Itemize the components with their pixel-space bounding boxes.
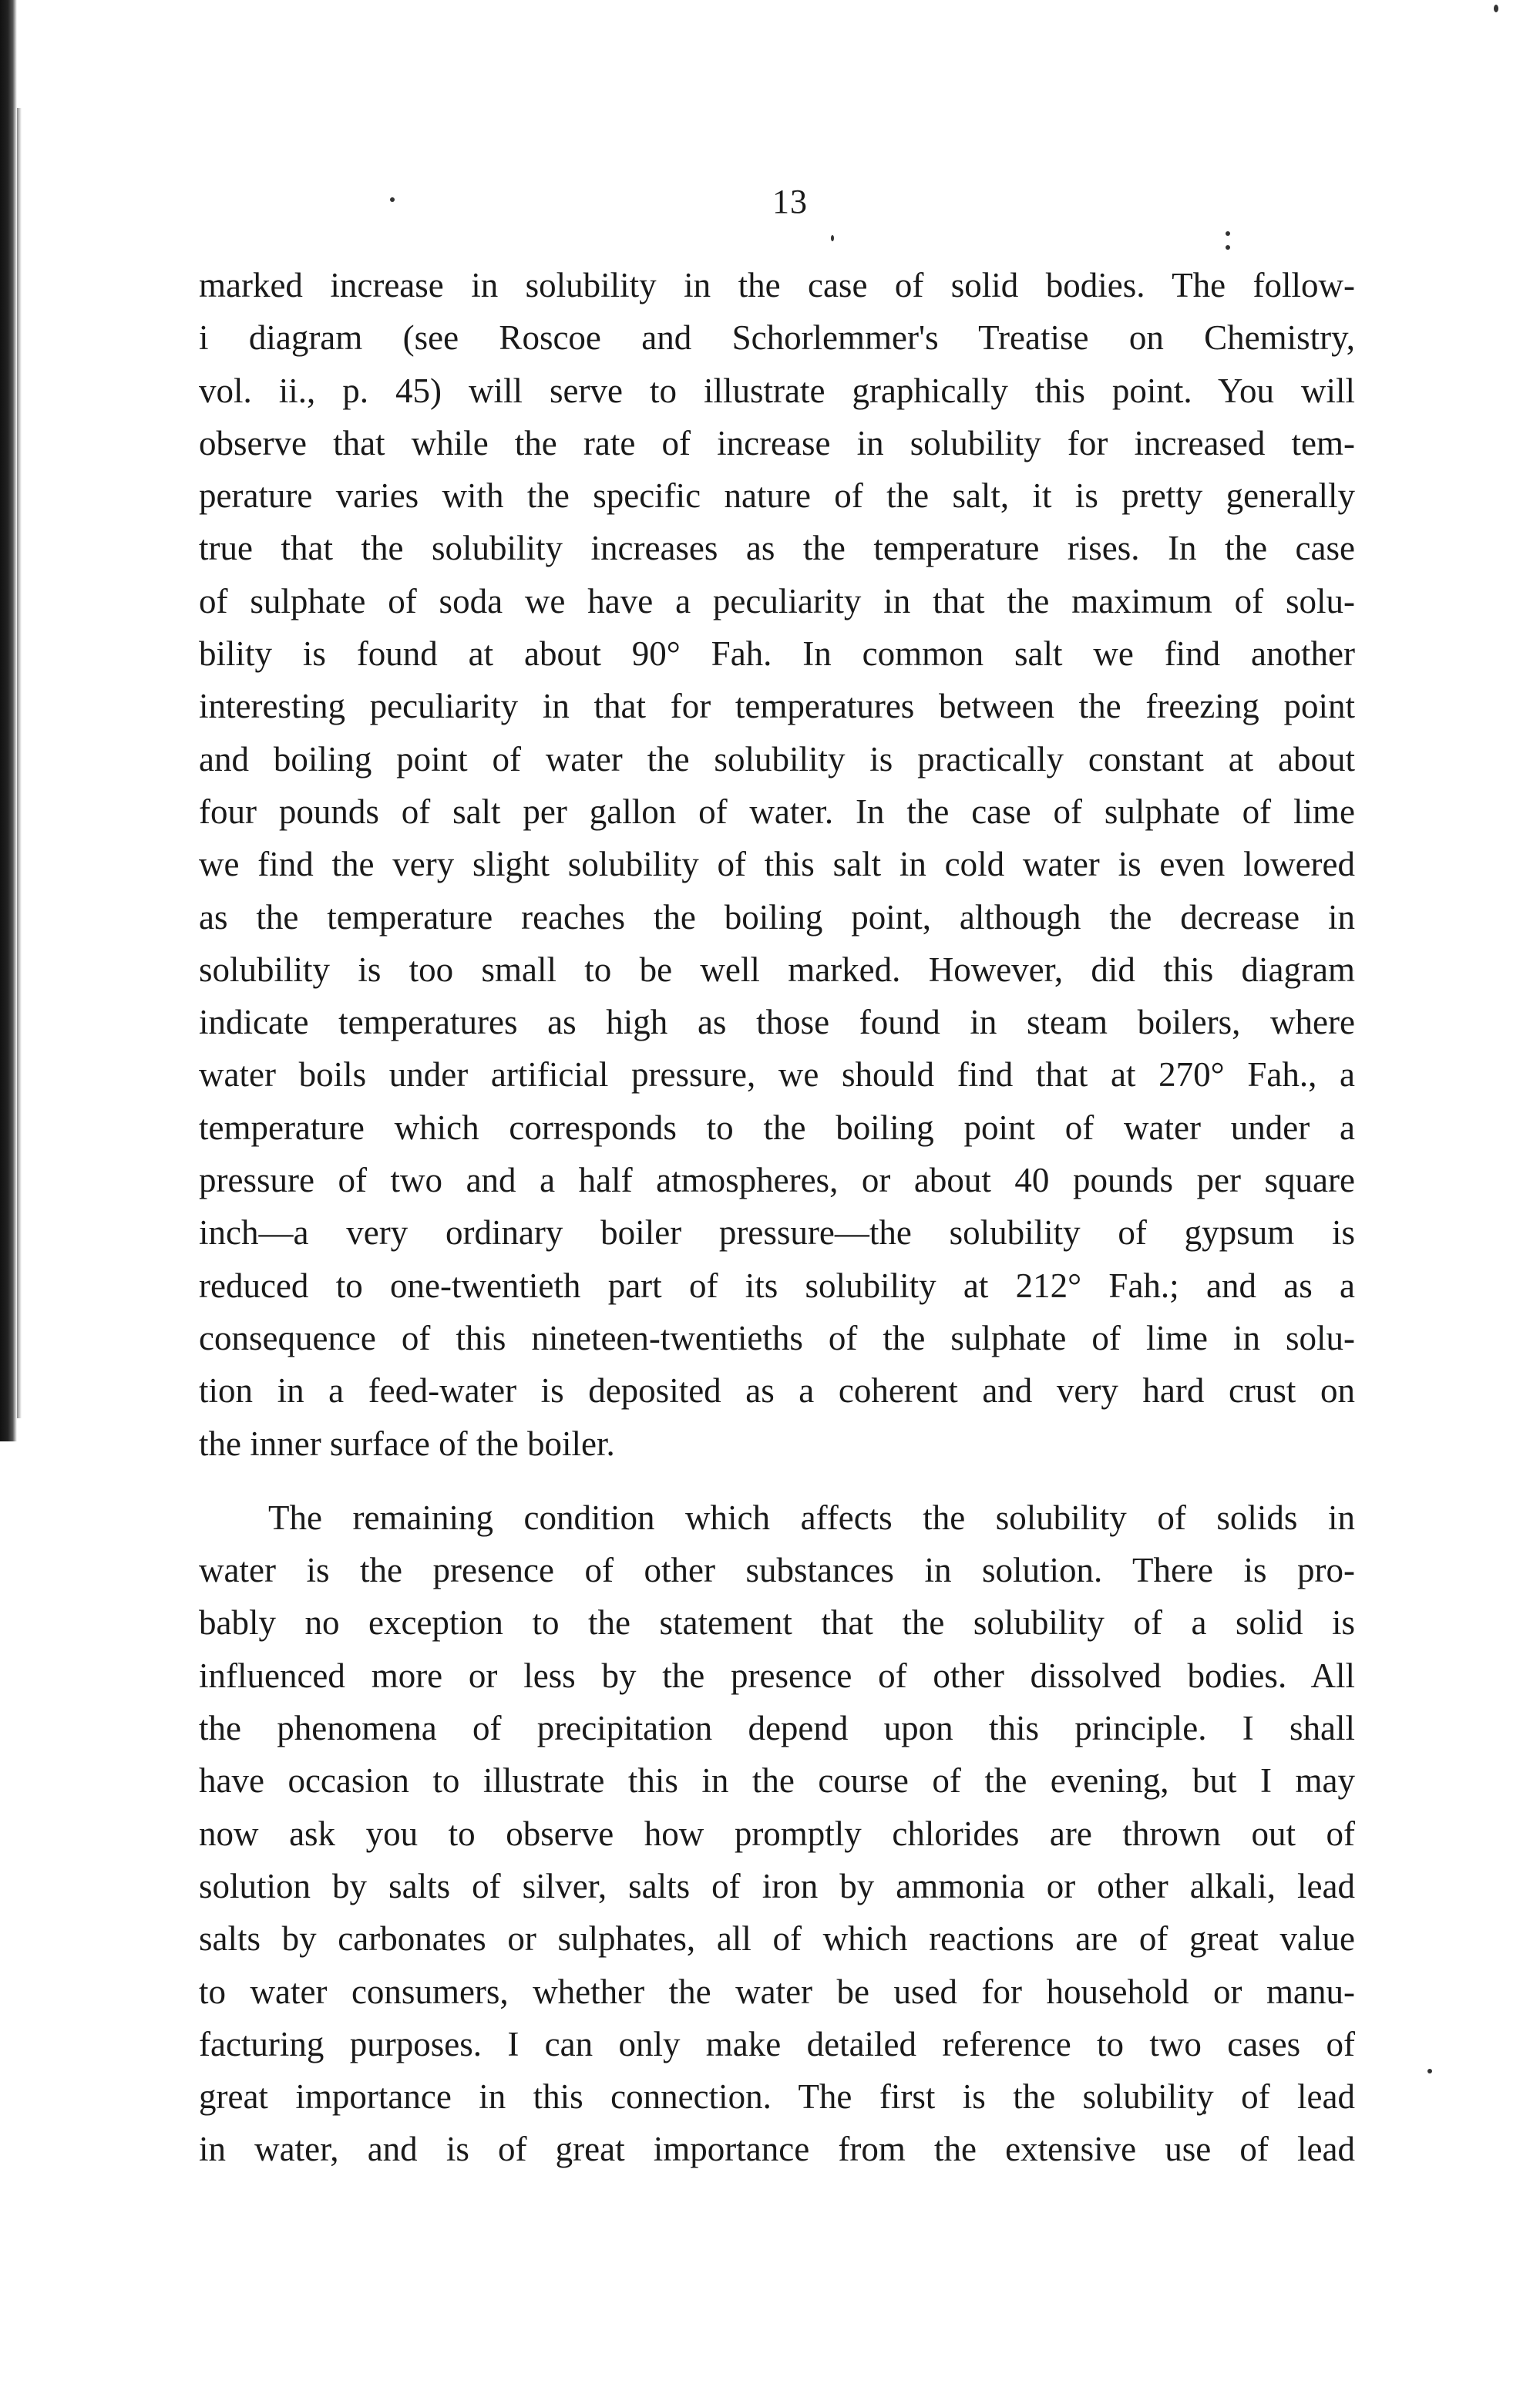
paragraph <box>199 1491 1355 2176</box>
text-line: we find the very slight solubility of this salt in cold water is even lowered <box>199 845 1355 884</box>
scan-binding-shadow <box>17 108 22 1418</box>
paragraph <box>199 259 1355 1470</box>
text-line: true that the solubility increases as the temperature rises. In the case <box>199 529 1355 568</box>
text-line: i diagram (see Roscoe and Schorlemmer's Treatise on Chemistry, <box>199 318 1355 358</box>
text-line: indicate temperatures as high as those found in steam boilers, where <box>199 1003 1355 1042</box>
scan-speck <box>1226 231 1230 236</box>
text-line: now ask you to observe how promptly chlorides are thrown out of <box>199 1814 1355 1853</box>
text-line: and boiling point of water the solubility is practically constant at about <box>199 739 1355 779</box>
text-line: great importance in this connection. The first is the solubility of lead <box>199 2077 1355 2117</box>
text-line: have occasion to illustrate this in the course of the evening, but I may <box>199 1761 1355 1801</box>
text-line: salts by carbonates or sulphates, all of which reactions are of great value <box>199 1919 1355 1959</box>
scan-speck <box>1226 245 1230 250</box>
text-line: pressure of two and a half atmospheres, or about 40 pounds per square <box>199 1161 1355 1200</box>
text-line: influenced more or less by the presence of other dissolved bodies. All <box>199 1656 1355 1695</box>
text-line: interesting peculiarity in that for temperatures between the freezing point <box>199 687 1355 726</box>
text-line: consequence of this nineteen-twentieths of the sulphate of lime in solu- <box>199 1318 1355 1357</box>
text-line: observe that while the rate of increase in solubility for increased tem- <box>199 423 1355 462</box>
text-line: tion in a feed-water is deposited as a coherent and very hard crust on <box>199 1371 1355 1411</box>
text-line: The remaining condition which affects the solubility of solids in <box>268 1498 1355 1537</box>
scan-speck <box>1494 5 1498 12</box>
text-line: as the temperature reaches the boiling point, although the decrease in <box>199 897 1355 937</box>
text-line: vol. ii., p. 45) will serve to illustrate graphically this point. You will <box>199 371 1355 410</box>
paragraph-gap <box>199 1470 1355 1491</box>
text-line: perature varies with the specific nature of the salt, it is pretty generally <box>199 476 1355 516</box>
text-line: reduced to one-twentieth part of its solubility at 212° Fah.; and as a <box>199 1266 1355 1305</box>
text-line: to water consumers, whether the water be used for household or manu- <box>199 1972 1355 2011</box>
text-line: marked increase in solubility in the case of solid bodies. The follow- <box>199 266 1355 304</box>
text-line: bably no exception to the statement that the solubility of a solid is <box>199 1603 1355 1643</box>
text-line: facturing purposes. I can only make detailed reference to two cases of <box>199 2024 1355 2063</box>
page-number: 13 <box>772 183 808 220</box>
text-line: the inner surface of the boiler. <box>199 1424 615 1463</box>
text-line: inch—a very ordinary boiler pressure—the solubility of gypsum is <box>199 1213 1355 1253</box>
scan-speck <box>1427 2069 1432 2073</box>
text-line: four pounds of salt per gallon of water. In the case of sulphate of lime <box>199 792 1355 831</box>
text-line: the phenomena of precipitation depend upon this principle. I shall <box>199 1709 1355 1748</box>
text-line: in water, and is of great importance from the extensive use of lead <box>199 2130 1355 2169</box>
text-line: water boils under artificial pressure, we should find that at 270° Fah., a <box>199 1055 1355 1095</box>
text-line: solubility is too small to be well marked. However, did this diagram <box>199 950 1355 989</box>
text-line: solution by salts of silver, salts of iron by ammonia or other alkali, lead <box>199 1866 1355 1905</box>
text-line: temperature which corresponds to the boiling point of water under a <box>199 1108 1355 1147</box>
scan-speck <box>831 235 834 241</box>
page-body <box>199 259 1355 2176</box>
text-line: bility is found at about 90° Fah. In common salt we find another <box>199 634 1355 674</box>
text-line: of sulphate of soda we have a peculiarity in that the maximum of solu- <box>199 581 1355 620</box>
text-line: water is the presence of other substances in solution. There is pro- <box>199 1551 1355 1590</box>
